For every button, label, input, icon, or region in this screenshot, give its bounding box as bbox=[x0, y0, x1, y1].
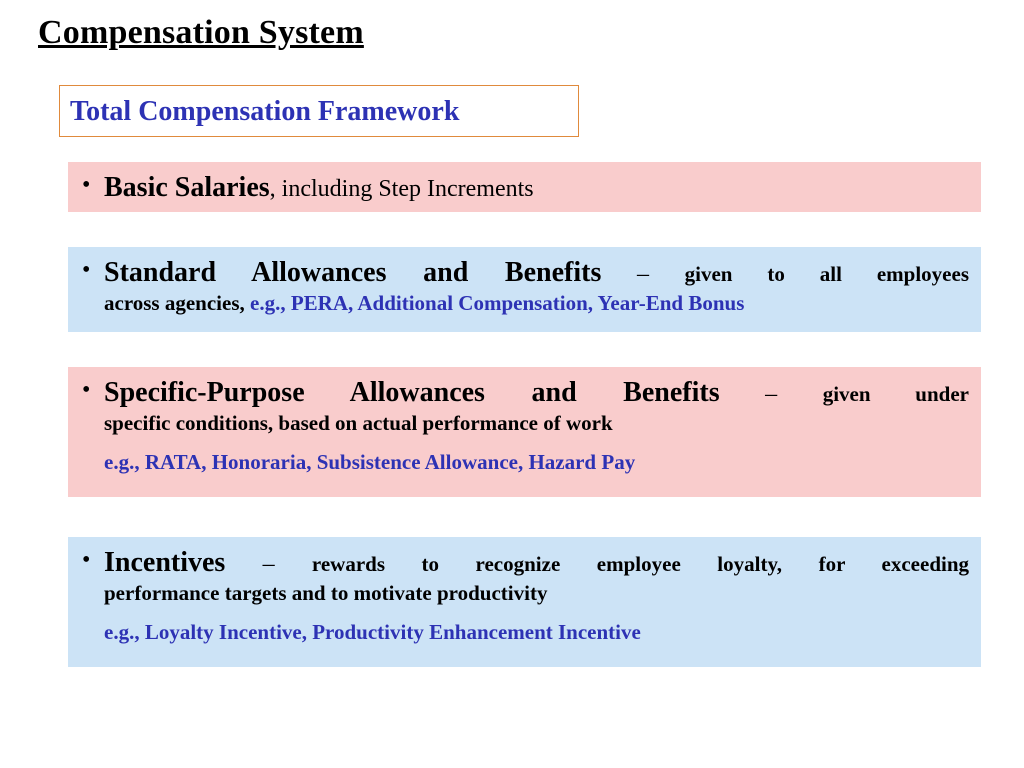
bullet-icon: • bbox=[82, 257, 91, 283]
item-dash: – bbox=[719, 381, 823, 407]
framework-label: Total Compensation Framework bbox=[59, 85, 579, 137]
item-dash: – bbox=[225, 551, 312, 577]
bullet-icon: • bbox=[82, 377, 91, 403]
item-description-line1: rewards to recognize employee loyalty, for exceeding bbox=[311, 552, 970, 576]
item-heading: Incentives bbox=[104, 547, 226, 578]
item-description-line1: given under bbox=[822, 382, 969, 406]
item-examples: e.g., RATA, Honoraria, Subsistence Allowance, Hazard Pay bbox=[104, 450, 636, 474]
item-incentives bbox=[68, 537, 981, 667]
bullet-icon: • bbox=[82, 172, 91, 198]
item-examples: e.g., Loyalty Incentive, Productivity Enhancement Incentive bbox=[104, 620, 641, 644]
item-heading: Standard Allowances and Benefits bbox=[104, 257, 602, 288]
item-description-line2: across agencies, bbox=[104, 291, 245, 315]
item-dash: – bbox=[601, 261, 685, 287]
item-standard-allowances bbox=[68, 247, 981, 332]
item-description-line2: specific conditions, based on actual performance of work bbox=[104, 411, 613, 435]
item-description-line2: performance targets and to motivate productivity bbox=[104, 581, 548, 605]
item-description-line1: given to all employees bbox=[684, 262, 969, 286]
item-specific-purpose-allowances bbox=[68, 367, 981, 497]
item-description: , including Step Increments bbox=[269, 176, 534, 202]
item-heading: Basic Salaries bbox=[104, 172, 270, 203]
item-heading: Specific-Purpose Allowances and Benefits bbox=[104, 377, 720, 408]
bullet-icon: • bbox=[82, 547, 91, 573]
item-basic-salaries bbox=[68, 162, 981, 212]
slide-title: Compensation System bbox=[38, 14, 364, 51]
item-examples: e.g., PERA, Additional Compensation, Year-End Bonus bbox=[250, 291, 745, 315]
